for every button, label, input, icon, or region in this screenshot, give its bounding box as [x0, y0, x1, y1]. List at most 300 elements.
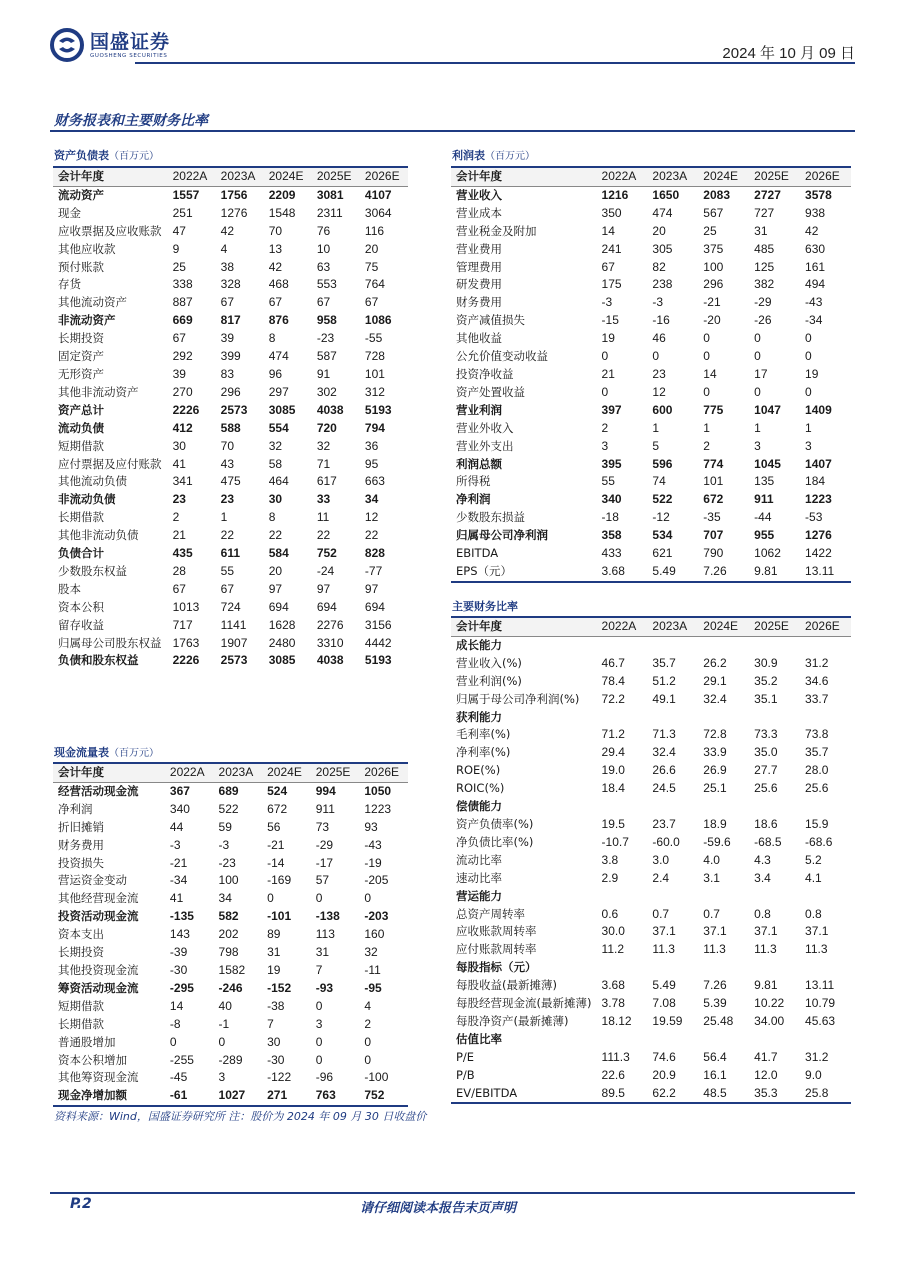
row-value: 89: [267, 927, 281, 942]
row-value: 125: [754, 259, 775, 274]
table-row: [53, 241, 408, 259]
table-row: [451, 709, 851, 727]
row-value: 67: [172, 331, 186, 346]
row-value: 534: [652, 528, 673, 543]
row-value: 44: [169, 819, 184, 834]
row-value: 37.1: [652, 924, 676, 939]
row-value: 412: [172, 420, 193, 435]
table-row: [451, 673, 851, 691]
row-value: 3.78: [601, 996, 625, 1011]
row-value: 40: [218, 998, 232, 1013]
table-row: [53, 801, 408, 819]
row-value: 30.0: [601, 924, 625, 939]
header-year: 2024E: [264, 167, 312, 186]
row-value: 1050: [364, 783, 392, 798]
row-value: 67: [364, 295, 379, 310]
table-row: [451, 1067, 851, 1085]
row-value: 3085: [268, 653, 296, 668]
row-label: 负债和股东权益: [58, 653, 139, 668]
table-row: [53, 819, 408, 837]
row-value: 302: [316, 384, 337, 399]
row-value: 2573: [220, 653, 248, 668]
table-row: [451, 726, 851, 744]
table-row: [451, 241, 851, 259]
row-value: 12: [652, 384, 666, 399]
table-row: [451, 348, 851, 366]
row-value: 22: [316, 528, 331, 543]
table-row: [451, 563, 851, 582]
row-value: 67: [220, 295, 235, 310]
row-label: 少数股东权益: [58, 563, 127, 578]
row-value: -152: [267, 980, 292, 995]
row-value: 728: [364, 349, 385, 364]
row-value: 474: [268, 349, 289, 364]
row-label: 归属母公司净利润: [456, 528, 548, 543]
row-value: 20: [268, 563, 283, 578]
row-value: 83: [220, 366, 235, 381]
table-row: [451, 870, 851, 888]
row-value: 3310: [316, 635, 344, 650]
row-value: [647, 959, 698, 977]
row-value: 3.68: [601, 978, 625, 993]
table-row: [451, 527, 851, 545]
row-value: 0.6: [601, 906, 619, 921]
row-value: 67: [220, 581, 235, 596]
table-row: [451, 294, 851, 312]
row-value: 14: [169, 998, 184, 1013]
row-label: 每股收益(最新摊薄): [456, 978, 557, 993]
row-value: 39: [172, 366, 186, 381]
row-value: 38: [220, 259, 235, 274]
table-row: [451, 420, 851, 438]
row-value: 202: [218, 927, 239, 942]
row-value: 8: [268, 510, 276, 525]
income-statement-title: [452, 147, 535, 163]
table-row: [451, 491, 851, 509]
row-value: 397: [601, 402, 622, 417]
row-value: 1407: [805, 456, 832, 471]
row-value: [647, 636, 698, 654]
row-value: 0: [364, 1034, 372, 1049]
row-value: 3081: [316, 187, 344, 202]
row-value: 23: [220, 492, 235, 507]
row-value: 14: [703, 366, 717, 381]
row-value: 763: [311, 1087, 360, 1106]
income-statement-table: [451, 166, 851, 583]
table-row: [451, 977, 851, 995]
row-label: 每股指标（元）: [456, 960, 537, 975]
row-value: 689: [218, 783, 239, 798]
row-value: 100: [703, 259, 724, 274]
row-value: 955: [754, 528, 775, 543]
row-label: 其他收益: [456, 331, 502, 346]
row-label: EV/EBITDA: [451, 1085, 597, 1104]
row-value: 5193: [364, 402, 392, 417]
row-value: 67: [172, 581, 186, 596]
row-value: 35.2: [754, 673, 778, 688]
row-value: 22: [220, 528, 235, 543]
row-value: 32.4: [703, 691, 727, 706]
table-row: [451, 1031, 851, 1049]
row-value: 101: [364, 366, 385, 381]
row-value: 4.1: [805, 870, 822, 885]
row-value: -93: [315, 980, 334, 995]
row-value: -3: [601, 295, 613, 310]
row-value: 1141: [220, 617, 247, 632]
header-year: 2026E: [359, 763, 408, 782]
row-label: 净利率(%): [456, 745, 511, 760]
row-value: -205: [364, 873, 389, 888]
row-value: 101: [703, 474, 724, 489]
row-value: 1628: [268, 617, 296, 632]
row-value: 1276: [805, 528, 832, 543]
table-row: [451, 312, 851, 330]
row-value: -30: [267, 1052, 285, 1067]
table-row: [53, 402, 408, 420]
row-value: 1013: [172, 599, 200, 614]
row-label: ROE(%): [456, 763, 501, 778]
row-value: 1: [652, 420, 660, 435]
row-value: 32: [268, 438, 283, 453]
row-value: 752: [359, 1087, 408, 1106]
row-value: 876: [268, 313, 289, 328]
row-value: 26.2: [703, 655, 727, 670]
row-label: 净负债比率(%): [456, 834, 534, 849]
row-value: 28.0: [805, 763, 829, 778]
row-value: [597, 1031, 648, 1049]
section-divider: [50, 130, 855, 132]
row-value: 7: [315, 962, 323, 977]
row-value: 17: [754, 366, 768, 381]
table-row: [53, 926, 408, 944]
table-row: [53, 635, 408, 653]
row-value: 1216: [601, 187, 629, 202]
row-value: -26: [754, 313, 772, 328]
table-row: [53, 581, 408, 599]
row-value: -23: [316, 331, 335, 346]
table-row: [451, 852, 851, 870]
row-value: [800, 888, 851, 906]
row-value: 0: [364, 891, 372, 906]
balance-sheet-title: [54, 147, 159, 163]
table-row: [451, 205, 851, 223]
row-value: -55: [364, 331, 383, 346]
table-row: [53, 545, 408, 563]
row-value: 338: [172, 277, 193, 292]
row-value: 1276: [220, 205, 248, 220]
table-row: [53, 312, 408, 330]
row-value: 1548: [268, 205, 296, 220]
row-value: 32: [364, 945, 378, 960]
row-value: 0: [169, 1034, 177, 1049]
table-row: [451, 1085, 851, 1104]
row-value: 34: [364, 492, 379, 507]
row-value: 9.81: [749, 563, 800, 582]
row-value: 1047: [754, 402, 781, 417]
row-value: 74: [652, 474, 666, 489]
table-row: [53, 617, 408, 635]
row-value: [749, 888, 800, 906]
row-value: 71.3: [652, 727, 676, 742]
table-row: [451, 923, 851, 941]
table-row: [451, 834, 851, 852]
row-value: 2: [703, 438, 710, 453]
row-label: 每股净资产(最新摊薄): [456, 1013, 569, 1028]
table-row: [53, 491, 408, 509]
row-value: 59: [218, 819, 232, 834]
row-value: -24: [316, 563, 335, 578]
row-value: 375: [703, 241, 724, 256]
row-value: 72.8: [703, 727, 727, 742]
row-label: 投资活动现金流: [58, 909, 139, 924]
row-label: 其他非流动资产: [58, 384, 139, 399]
row-value: 49.1: [652, 691, 676, 706]
row-value: -203: [364, 909, 389, 924]
header-year: 2026E: [360, 167, 408, 186]
row-value: 0: [601, 349, 609, 364]
row-value: 37.1: [703, 924, 727, 939]
row-label: 资产总计: [58, 402, 104, 417]
row-value: -61: [165, 1087, 214, 1106]
row-value: 241: [601, 241, 622, 256]
table-row: [451, 744, 851, 762]
row-label: 营业成本: [456, 205, 502, 220]
row-value: 524: [267, 783, 288, 798]
table-row: [53, 998, 408, 1016]
row-value: 41: [172, 456, 186, 471]
row-label: EBITDA: [456, 546, 499, 561]
row-label: 流动比率: [456, 852, 502, 867]
table-row: [451, 1013, 851, 1031]
row-value: 1650: [652, 187, 680, 202]
row-label: 其他流动资产: [58, 295, 127, 310]
table-row: [451, 691, 851, 709]
row-value: 611: [220, 546, 241, 561]
row-value: 23: [172, 492, 186, 507]
brand-name-cn: 国盛证券: [90, 31, 171, 53]
row-value: 7: [267, 1016, 274, 1031]
row-value: 1: [805, 420, 812, 435]
row-value: [800, 959, 851, 977]
table-row: [53, 1052, 408, 1070]
row-value: 3064: [364, 205, 392, 220]
row-value: 70: [268, 223, 283, 238]
row-value: 752: [316, 546, 337, 561]
section-title: 财务报表和主要财务比率: [54, 113, 208, 129]
row-label: 营业费用: [456, 241, 502, 256]
row-value: [698, 888, 749, 906]
row-value: 312: [364, 384, 385, 399]
row-value: 10: [316, 241, 331, 256]
row-label: 财务费用: [456, 295, 502, 310]
row-label: 归属于母公司净利润(%): [456, 691, 580, 706]
row-value: 15.9: [805, 816, 829, 831]
row-value: 694: [316, 599, 337, 614]
row-value: 764: [364, 277, 385, 292]
row-value: 25.6: [754, 781, 778, 796]
row-value: 28: [172, 563, 186, 578]
row-value: [800, 636, 851, 654]
row-value: 184: [805, 474, 826, 489]
row-value: 596: [652, 456, 673, 471]
row-value: 399: [220, 349, 241, 364]
row-value: -289: [218, 1052, 243, 1067]
row-value: 296: [703, 277, 724, 292]
row-value: -3: [652, 295, 664, 310]
row-label: 估值比率: [456, 1031, 502, 1046]
header-label: 会计年度: [451, 167, 597, 186]
row-value: 16.1: [703, 1067, 727, 1082]
row-value: 2083: [703, 187, 730, 202]
row-label: 现金: [58, 205, 81, 220]
row-value: 33: [316, 492, 331, 507]
row-value: 3085: [268, 402, 296, 417]
row-value: [597, 709, 648, 727]
row-value: 3578: [805, 187, 832, 202]
row-value: 2276: [316, 617, 344, 632]
table-row: [53, 456, 408, 474]
row-value: -18: [601, 510, 619, 525]
row-value: -21: [267, 837, 285, 852]
row-value: 617: [316, 474, 337, 489]
row-value: 91: [316, 366, 331, 381]
row-value: -255: [169, 1052, 194, 1067]
row-value: [800, 709, 851, 727]
row-value: 58: [268, 456, 283, 471]
table-row: [53, 599, 408, 617]
header-label: 会计年度: [451, 617, 597, 636]
row-value: 958: [316, 313, 337, 328]
row-value: 340: [169, 801, 190, 816]
row-value: 1223: [364, 801, 392, 816]
row-value: -10.7: [601, 834, 629, 849]
row-value: [647, 888, 698, 906]
row-value: 3.4: [754, 870, 771, 885]
header-year: 2024E: [698, 617, 749, 636]
row-value: [698, 636, 749, 654]
row-value: [800, 798, 851, 816]
row-value: 485: [754, 241, 775, 256]
row-label: 净利润: [456, 492, 491, 507]
balance-sheet-title-text: 资产负债表: [54, 149, 109, 162]
row-value: 111.3: [601, 1049, 630, 1064]
row-value: -38: [267, 998, 285, 1013]
row-value: 96: [268, 366, 283, 381]
row-value: 1763: [172, 635, 200, 650]
row-label: P/E: [456, 1049, 475, 1064]
header-year: 2023A: [647, 167, 698, 186]
table-row: [451, 762, 851, 780]
table-row: [451, 259, 851, 277]
row-value: 18.6: [754, 816, 778, 831]
row-value: 97: [268, 581, 283, 596]
row-value: 100: [218, 873, 239, 888]
row-value: -68.5: [754, 834, 782, 849]
row-value: -100: [364, 1070, 389, 1085]
row-value: 238: [652, 277, 673, 292]
table-row: [451, 959, 851, 977]
row-label: 营运资金变动: [58, 873, 127, 888]
row-value: 26.6: [652, 763, 676, 778]
row-value: 30: [268, 492, 283, 507]
table-row: [451, 186, 851, 204]
row-value: 175: [601, 277, 622, 292]
row-label: 资产处置收益: [456, 384, 525, 399]
table-row: [53, 1087, 408, 1106]
row-value: 4038: [316, 653, 344, 668]
row-value: 21: [172, 528, 186, 543]
row-value: 2226: [172, 653, 200, 668]
row-label: 资本支出: [58, 927, 104, 942]
row-value: 11.3: [805, 942, 828, 957]
row-value: 0: [805, 331, 812, 346]
row-value: 720: [316, 420, 337, 435]
table-row: [53, 223, 408, 241]
row-label: 筹资活动现金流: [58, 980, 139, 995]
row-value: 775: [703, 402, 724, 417]
row-value: 19: [805, 366, 819, 381]
row-value: -77: [364, 563, 383, 578]
row-value: 554: [268, 420, 289, 435]
row-value: 12.0: [754, 1067, 778, 1082]
row-value: 3: [218, 1070, 226, 1085]
row-label: 折旧摊销: [58, 819, 104, 834]
row-value: 2.9: [601, 870, 619, 885]
row-value: 27.7: [754, 763, 778, 778]
row-label: 研发费用: [456, 277, 502, 292]
row-value: 26.9: [703, 763, 727, 778]
row-value: 3.8: [601, 852, 619, 867]
row-value: 1422: [805, 546, 832, 561]
table-row: [53, 384, 408, 402]
row-value: 3: [754, 438, 761, 453]
row-value: 382: [754, 277, 775, 292]
row-value: 30.9: [754, 655, 778, 670]
row-value: 435: [172, 546, 193, 561]
row-value: 42: [220, 223, 235, 238]
row-value: 694: [268, 599, 289, 614]
row-value: 35.7: [805, 745, 829, 760]
row-value: 9: [172, 241, 180, 256]
row-label: 营业外支出: [456, 438, 514, 453]
row-value: 350: [601, 205, 622, 220]
row-value: -60.0: [652, 834, 680, 849]
income-statement-title-text: 利润表: [452, 149, 485, 162]
row-label: 偿债能力: [456, 799, 502, 814]
row-value: [647, 1031, 698, 1049]
row-value: -138: [315, 909, 340, 924]
table-row: [53, 330, 408, 348]
row-value: -53: [805, 510, 823, 525]
row-value: 160: [364, 927, 385, 942]
row-value: 7.08: [652, 996, 676, 1011]
row-value: 34: [218, 891, 232, 906]
row-label: 长期投资: [58, 331, 104, 346]
row-value: 97: [316, 581, 331, 596]
row-label: 流动负债: [58, 420, 104, 435]
row-label: 营业利润: [456, 402, 502, 417]
row-value: 73: [315, 819, 330, 834]
row-value: 8: [268, 331, 276, 346]
table-row: [53, 908, 408, 926]
row-label: 应收账款周转率: [456, 924, 537, 939]
row-value: 1756: [220, 187, 248, 202]
row-value: 7.26: [698, 563, 749, 582]
table-row: [451, 366, 851, 384]
table-row: [451, 438, 851, 456]
row-value: 774: [703, 456, 724, 471]
table-row: [451, 906, 851, 924]
